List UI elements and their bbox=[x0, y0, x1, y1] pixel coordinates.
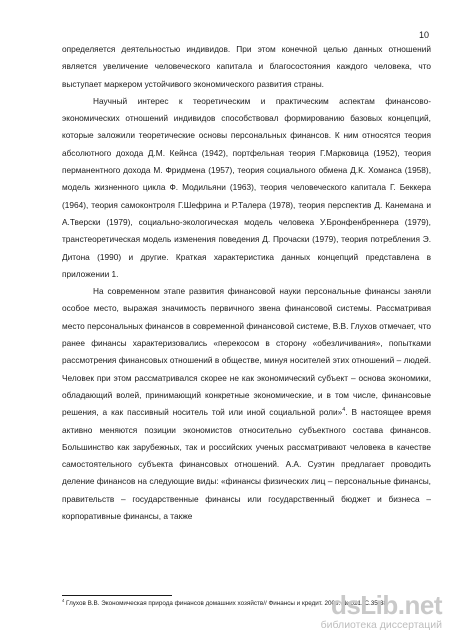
paragraph-personal-finance-text: На современном этапе развития финансовой науки персональные финансы заняли особое место, выражая значимость первичного звена финансовой системы. Рассматривая место персональных финансов в современной финансовой системе, В.В. Глухов отмечает, что ранее финансы характеризовались «перекосом в сторону «обезличивания», попытками рассмотрения финансовых отношений в обществе, минуя носителей этих отношений – людей. Человек при этом рассматривался скорее не как экономический субъект – основа экономики, обладающий волей, принимающий конкретные экономические, и в том числе, финансовые решения, а как пассивный носитель той или иной социальной роли» bbox=[62, 286, 431, 418]
footnote-text: Глухов В.В. Экономическая природа финансов домашних хозяйств// Финансы и кредит. 2008. № 021. С.35-38. bbox=[66, 600, 389, 607]
footnote-number: 4 bbox=[62, 597, 65, 603]
watermark bbox=[321, 592, 442, 631]
paragraph-theories: Научный интерес к теоретическим и практическим аспектам финансово-экономических отношений индивидов способствовал формированию базовых концепций, которые заложили теоретические основы персональных финансов. К ним относятся теория абсолютного дохода Д.М. Кейнса (1942), портфельная теория Г.Марковица (1952), теория перманентного дохода М. Фридмена (1957), теория социального обмена Д.К. Хоманса (1958), модель жизненного цикла Ф. Модильяни (1963), теория человеческого капитала Г. Беккера (1964), теория самоконтроля Г.Шефрина и Р.Талера (1978), теория перспектив Д. Канемана и А.Тверски (1979), социально-экологическая модель человека У.Бронфенбреннера (1979), транстеоретическая модель изменения поведения Д. Прочаски (1979), теория потребления Э. Дитона (1990) и другие. Краткая характеристика данных концепций представлена в приложении 1. bbox=[62, 95, 431, 279]
footnote-divider bbox=[62, 595, 172, 596]
body-text bbox=[62, 41, 431, 525]
footnote-reference[interactable]: 4 bbox=[342, 407, 346, 414]
paragraph-personal-finance: На современном этапе развития финансовой науки персональные финансы заняли особое место, выражая значимость первичного звена финансовой системы. Рассматривая место персональных финансов в современной финансовой системе, В.В. Глухов отмечает, что ранее финансы характеризовались «перекосом в сторону «обезличивания», попытками рассмотрения финансовых отношений в обществе, минуя носителей этих отношений – людей. Человек при этом рассматривался скорее не как экономический субъект – основа экономики, обладающий волей, принимающий конкретные экономические, и в том числе, финансовые решения, а как пассивный носитель той или иной социальной роли»$^4$. В настоящее время активно меняются позиции экономистов относительно субъектного состава финансов. Большинство как зарубежных, так и российских ученых рассматривают человека в качестве самостоятельного субъекта финансовых отношений. А.А. Суэтин предлагает проводить деление финансов на следующие виды: «финансы физических лиц – персональные финансы, правительств – государственные финансы или государственный бюджет и бизнеса – корпоративные финансы, а также bbox=[62, 286, 431, 522]
watermark-tagline: библиотека диссертаций bbox=[320, 619, 442, 631]
page-number: 10 bbox=[418, 30, 429, 40]
watermark-logo: dsLib.net bbox=[330, 590, 442, 620]
paragraph-personal-finance-continuation: В настоящее время активно меняются позиции экономистов относительно субъектного состава финансов. Большинство как зарубежных, так и российских ученых рассматривают человека в качестве самостоятельного субъекта финансовых отношений. А.А. Суэтин предлагает проводить деление финансов на следующие виды: «финансы физических лиц – персональные финансы, правительств – государственные финансы или государственный бюджет и бизнеса – корпоративные финансы, а также bbox=[62, 407, 431, 522]
paragraph-continued: определяется деятельностью индивидов. При этом конечной целью данных отношений является увеличение человеческого капитала и благосостояния каждого человека, что выступает маркером устойчивого экономического развития страны. bbox=[62, 44, 431, 89]
